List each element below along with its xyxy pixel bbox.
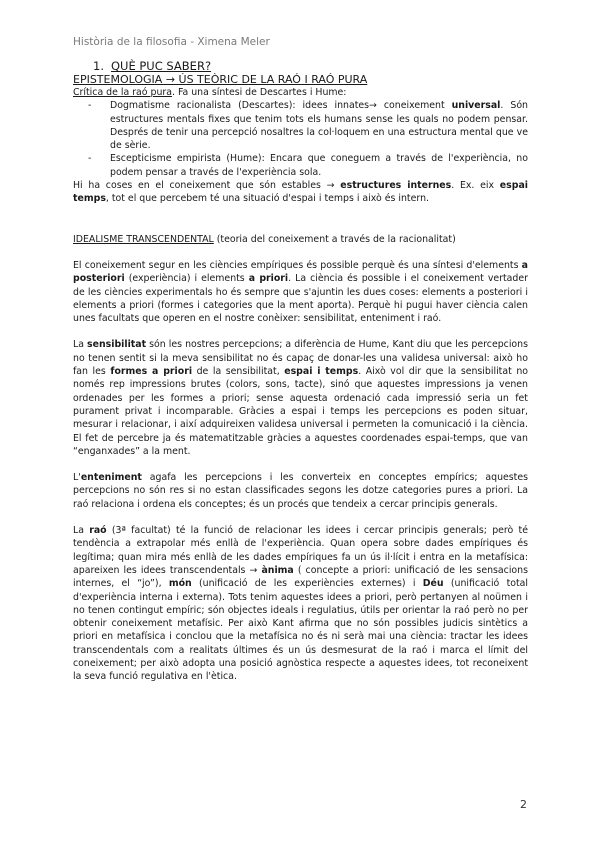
p1-b1: a posteriori [73, 259, 528, 285]
p4-e: (unificació de les experiències externes) i [191, 578, 423, 590]
p2-b1: sensibilitat [87, 339, 147, 351]
closing-mid: . Ex. eix [451, 180, 500, 192]
p2-b2: formes a priori [110, 366, 193, 378]
critica-label: Crítica de la raó pura [73, 87, 173, 98]
idealisme-heading [73, 233, 528, 246]
p1-c: (experiència) i elements [124, 273, 249, 285]
section-title: QUÈ PUC SABER? [110, 59, 212, 73]
p4-c: (3ª facultat) té la funció de relacionar les idees i cercar principis generals; però té tendència a extrapolar més enllà de l'experiència. Quan opera sobre dades empíriques és legítima; quan mira més enllà de les dades empíriques fa un ús il·lícit i entra en la metafísica: apareixen les idees transcendentals → [73, 525, 528, 576]
epistemologia-heading: EPISTEMOLOGIA → ÚS TEÒRIC DE LA RAÓ I RAÓ PURA [73, 73, 368, 86]
closing-bold2: espai temps [73, 180, 528, 205]
p1-a: El coneixement segur en les ciències empíriques és possible perquè és una síntesi d'elements [73, 259, 522, 271]
critica-rest: . Fa una síntesi de Descartes i Hume: [172, 87, 347, 98]
item2-text: Escepticisme empirista (Hume): Encara que coneguem a través de l'experiència, no podem pensar a través de l'experiència sola. [110, 153, 528, 178]
p2-d: de la sensibilitat, [192, 366, 285, 378]
p2-b3: espai i temps [284, 366, 359, 378]
p4-d: ( concepte a priori: unificació de les sensacions internes, el “jo”), [73, 564, 528, 590]
p1-d: . La ciència és possible i el coneixement vertader de les ciències experimentals ho és sempre que s'ajuntin les dues coses: elements a posteriori i elements a priori (formes i categories que la ment aporta). Perquè hi pugui haver ciència calen unes facultats que operen en el nostre conèixer: sensibilitat, enteniment i raó. [73, 273, 528, 325]
p1-b2: a priori [248, 273, 289, 285]
p4-f: (unificació total d'experiència interna i externa). Tots tenim aquestes idees a priori, però pertanyen al noümen i no tenen contingut empíric; són objectes ideals i regulatius, útils per orientar la raó però no per obtenir coneixement metafísic. Per això Kant afirma que no són possibles judicis sintètics a priori en metafísica i conclou que la metafísica no és ni serà mai una ciència: tractar les idees transcendentals com a realitats últimes és un ús desmesurat de la raó i marca el límit del coneixement; per això adopta una posició agnòstica respecte a aquestes idees, tot reconeixent la seva funció regulativa en l'ètica. [73, 578, 529, 683]
p4-b4: Déu [422, 578, 444, 590]
p4-b2: ànima [261, 564, 294, 576]
running-header: Història de la filosofia - Ximena Meler [73, 36, 270, 48]
page-number: 2 [520, 798, 527, 811]
list-item [73, 152, 528, 179]
item1-pre: Dogmatisme racionalista (Descartes): idees innates→ coneixement [110, 100, 452, 112]
p2-c: són les nostres percepcions; a diferència de Hume, Kant diu que les percepcions no tenen sentit si la meva sensibilitat no és capaç de donar-les una validesa universal: això ho fan les [73, 339, 528, 378]
closing-post: , tot el que percebem té una situació d'espai i temps i això és intern. [105, 193, 429, 205]
p4-b3: món [168, 578, 192, 590]
idealisme-title: IDEALISME TRANSCENDENTAL [73, 233, 214, 245]
dash-list [73, 99, 528, 179]
paragraph-rao [73, 524, 528, 684]
closing-pre: Hi ha coses en el coneixement que són estables → [73, 180, 341, 192]
p3-c: agafa les percepcions i les converteix en conceptes empírics; aquestes percepcions no són res si no estan classificades segons les dotze categories pures a priori. La raó relaciona i ordena els conceptes; és un procés que tendeix a cercar principis generals. [73, 472, 528, 510]
p2-a: La [73, 339, 88, 351]
paragraph-sensibilitat [73, 338, 528, 458]
closing-bold1: estructures internes [340, 180, 452, 192]
p3-b1: enteniment [80, 472, 142, 484]
critica-line [73, 86, 528, 99]
item1-bold: universal [451, 100, 501, 112]
list-item [73, 99, 528, 152]
closing-paragraph [73, 179, 528, 206]
page-content [73, 59, 528, 684]
p4-b1: raó [89, 525, 107, 537]
paragraph-enteniment [73, 471, 528, 511]
item1-post: . Són estructures mentals fixes que tenim tots els humans sense les quals no podem pensar. Després de tenir una percepció nosaltres la col·loquem en una estructura mental que ve de sèrie. [110, 100, 528, 152]
paragraph-coneixement [73, 259, 528, 325]
section-number: 1. [93, 59, 104, 73]
idealisme-subtitle: (teoria del coneixement a través de la racionalitat) [213, 233, 456, 245]
p3-a: L' [73, 472, 81, 484]
section-heading [93, 59, 528, 73]
p4-a: La [73, 525, 90, 537]
p2-e: . Això vol dir que la sensibilitat no només rep impressions brutes (colors, sons, tacte), sinó que aquestes impressions ja venen ordenades per les formes a priori; sense aquesta ordenació cada impressió seria un fet purament privat i incomparable. Gràcies a espai i temps les percepcions es poden situar, mesurar i relacionar, i així adquireixen validesa universal i permeten la comunicació i la ciència. El fet de percebre ja és matematitzable gràcies a aquestes coordenades espai-temps, que van “enganxades” a la ment. [73, 366, 528, 457]
